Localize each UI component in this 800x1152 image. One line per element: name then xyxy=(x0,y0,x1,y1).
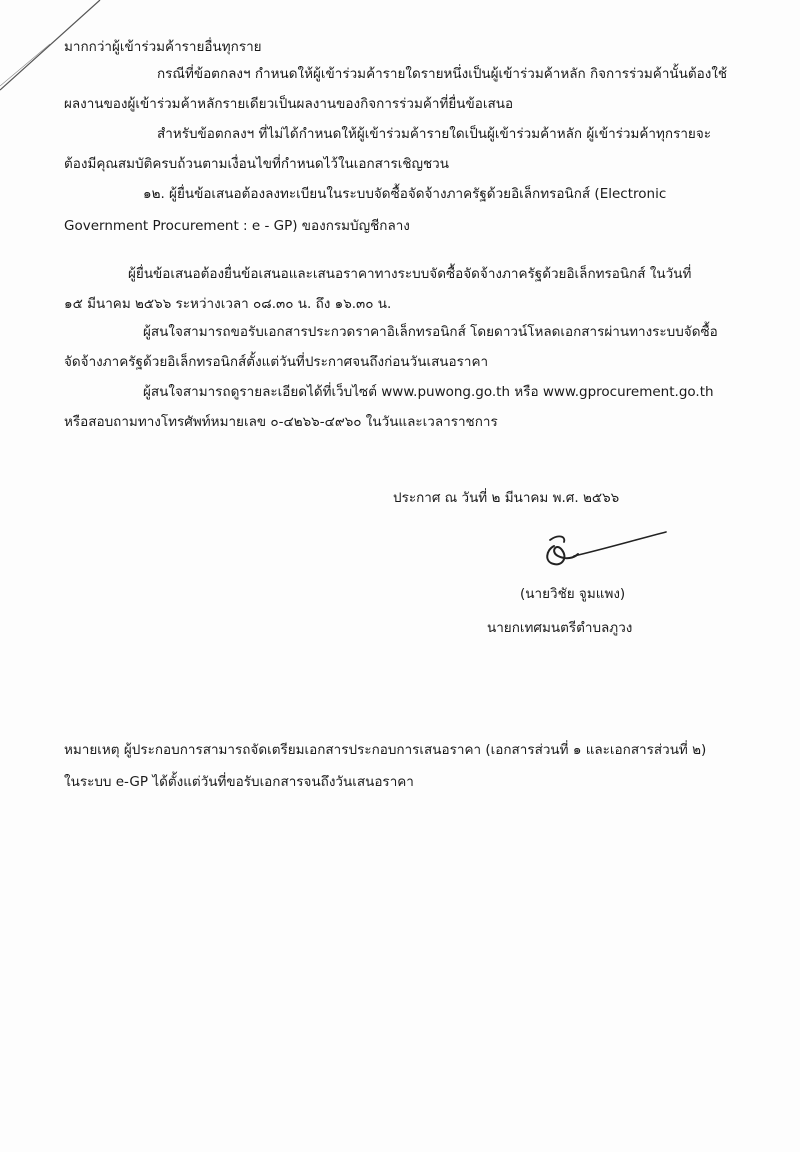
paragraph-line: ผู้สนใจสามารถดูรายละเอียดได้ที่เว็บไซต์ www.puwong.go.th หรือ www.gprocurement.go.th xyxy=(143,384,714,400)
paragraph-line: ผู้ยื่นข้อเสนอต้องยื่นข้อเสนอและเสนอราคาทางระบบจัดซื้อจัดจ้างภาครัฐด้วยอิเล็กทรอนิกส์ ในวันที่ xyxy=(128,266,692,282)
paragraph-line: ๑๒. ผู้ยื่นข้อเสนอต้องลงทะเบียนในระบบจัดซื้อจัดจ้างภาครัฐด้วยอิเล็กทรอนิกส์ (Electronic xyxy=(143,186,667,202)
paragraph-line: หรือสอบถามทางโทรศัพท์หมายเลข ๐-๔๒๖๖-๔๙๖๐ ในวันและเวลาราชการ xyxy=(64,414,498,430)
signer-position: นายกเทศมนตรีตำบลภูวง xyxy=(487,620,633,636)
paragraph-line: ผู้สนใจสามารถขอรับเอกสารประกวดราคาอิเล็กทรอนิกส์ โดยดาวน์โหลดเอกสารผ่านทางระบบจัดซื้อ xyxy=(143,324,718,340)
paragraph-line: มากกว่าผู้เข้าร่วมค้ารายอื่นทุกราย xyxy=(64,39,262,55)
paragraph-line: ต้องมีคุณสมบัติครบถ้วนตามเงื่อนไขที่กำหนดไว้ในเอกสารเชิญชวน xyxy=(64,156,449,172)
signer-name: (นายวิชัย จูมแพง) xyxy=(520,586,626,602)
note-line: หมายเหตุ ผู้ประกอบการสามารถจัดเตรียมเอกสารประกอบการเสนอราคา (เอกสารส่วนที่ ๑ และเอกสารส่วนที่ ๒) xyxy=(64,742,707,758)
paragraph-line: Government Procurement : e - GP) ของกรมบัญชีกลาง xyxy=(64,218,410,234)
signature xyxy=(540,528,670,578)
note-line: ในระบบ e-GP ได้ตั้งแต่วันที่ขอรับเอกสารจนถึงวันเสนอราคา xyxy=(64,774,414,790)
paragraph-line: กรณีที่ข้อตกลงฯ กำหนดให้ผู้เข้าร่วมค้ารายใดรายหนึ่งเป็นผู้เข้าร่วมค้าหลัก กิจการร่วมค้านั้นต้องใช้ xyxy=(157,66,728,82)
paragraph-line: ๑๕ มีนาคม ๒๕๖๖ ระหว่างเวลา ๐๘.๓๐ น. ถึง ๑๖.๓๐ น. xyxy=(64,296,392,312)
paragraph-line: สำหรับข้อตกลงฯ ที่ไม่ได้กำหนดให้ผู้เข้าร่วมค้ารายใดเป็นผู้เข้าร่วมค้าหลัก ผู้เข้าร่วมค้าทุกรายจะ xyxy=(157,126,711,142)
paragraph-line: จัดจ้างภาครัฐด้วยอิเล็กทรอนิกส์ตั้งแต่วันที่ประกาศจนถึงก่อนวันเสนอราคา xyxy=(64,354,489,370)
announcement-date: ประกาศ ณ วันที่ ๒ มีนาคม พ.ศ. ๒๕๖๖ xyxy=(393,490,620,506)
paragraph-line: ผลงานของผู้เข้าร่วมค้าหลักรายเดียวเป็นผลงานของกิจการร่วมค้าที่ยื่นข้อเสนอ xyxy=(64,96,514,112)
